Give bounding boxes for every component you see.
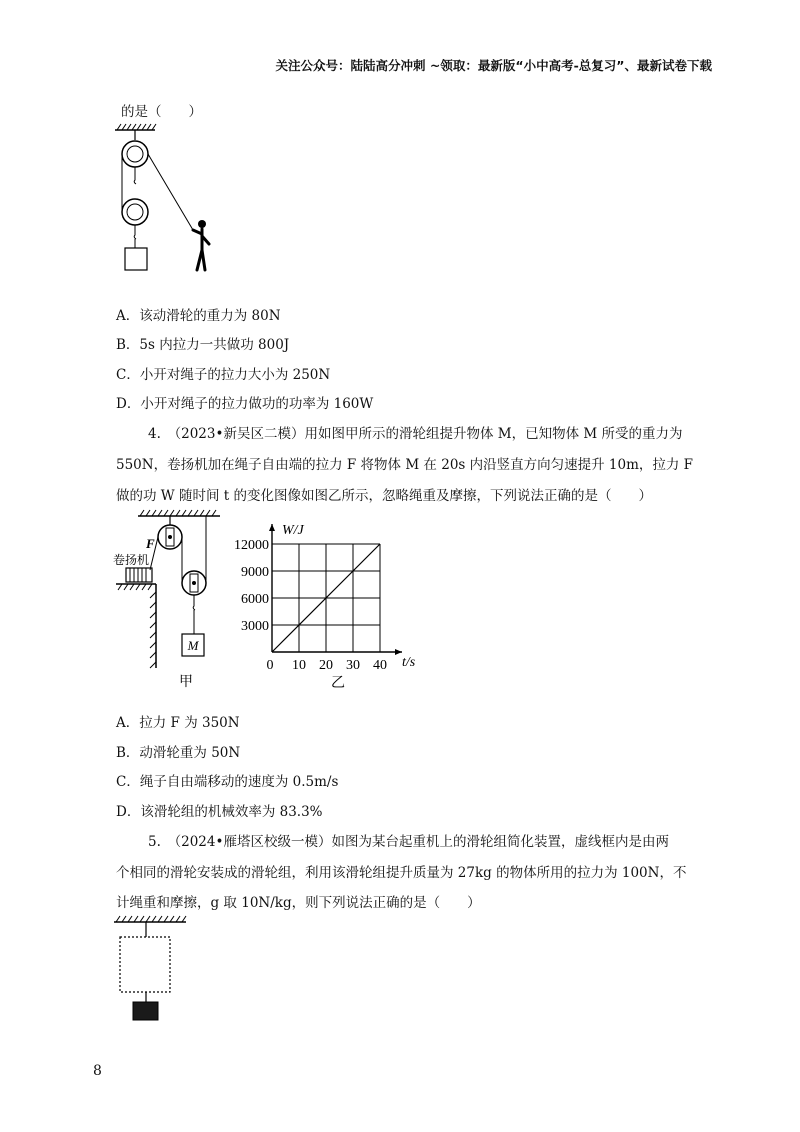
chart-y-tick-label: 9000 (241, 565, 269, 580)
chart-x-tick-label: 10 (292, 658, 306, 673)
chart-y-tick-label: 3000 (241, 619, 269, 634)
page-header: 关注公众号：陆陆高分冲刺 ~领取：最新版“小中高考-总复习”、最新试卷下载 (275, 58, 712, 73)
chart-y-tick-label: 12000 (234, 538, 269, 553)
q5-weight-block (133, 1002, 158, 1020)
q3-question-tail: 的是（ ） (121, 104, 202, 120)
q3-pulley-figure (105, 120, 225, 280)
chart-x-tick-label: 40 (373, 658, 387, 673)
q3-weight-block (125, 248, 147, 270)
chart-y-arrow (269, 524, 275, 531)
q3-movable-pulley (122, 199, 148, 225)
q5-stem-line-2: 个相同的滑轮安装成的滑轮组，利用该滑轮组提升质量为 27kg 的物体所用的拉力为 100N，不 (116, 865, 687, 881)
q5-figure (108, 912, 208, 1027)
chart-y-axis-label: W/J (282, 523, 304, 538)
q5-stem-line-1: 5. （2024•雁塔区校级一模）如图为某台起重机上的滑轮组简化装置，虚线框内是由两 (148, 834, 669, 850)
chart-x-arrow (395, 649, 402, 655)
q3-fixed-pulley (122, 141, 148, 167)
q4-option-a: A．拉力 F 为 350N (116, 715, 240, 731)
q4-option-d: D．该滑轮组的机械效率为 83.3% (116, 804, 323, 820)
chart-x-axis-label: t/s (402, 655, 416, 670)
chart-x-tick-label: 0 (266, 658, 274, 673)
q4-f-label: F (146, 536, 155, 551)
q5-stem-line-3: 计绳重和摩擦，g 取 10N/kg，则下列说法正确的是（ ） (116, 895, 481, 911)
q4-winch-label: 卷扬机 (113, 553, 150, 567)
q3-option-a: A．该动滑轮的重力为 80N (116, 308, 281, 324)
q3-option-b: B．5s 内拉力一共做功 800J (116, 337, 290, 353)
q4-stem-line-1: 4. （2023•新吴区二模）用如图甲所示的滑轮组提升物体 M，已知物体 M 所受的重力为 (148, 426, 683, 442)
q5-dashed-pulley-box (120, 937, 170, 992)
q3-option-c: C．小开对绳子的拉力大小为 250N (116, 367, 331, 383)
page-number: 8 (93, 1063, 102, 1079)
chart-y-tick-label: 6000 (241, 592, 269, 607)
q4-chart-yi (230, 515, 430, 690)
q4-option-b: B．动滑轮重为 50N (116, 745, 241, 761)
q4-m-label: M (187, 638, 199, 653)
q3-option-d: D．小开对绳子的拉力做功的功率为 160W (116, 396, 374, 412)
q4-stem-line-3: 做的功 W 随时间 t 的变化图像如图乙所示，忽略绳重及摩擦，下列说法正确的是（ ） (116, 488, 652, 504)
q4-option-c: C．绳子自由端移动的速度为 0.5m/s (116, 774, 339, 790)
chart-x-tick-label: 20 (319, 658, 333, 673)
q4-caption-jia: 甲 (179, 675, 193, 688)
q4-figure-jia (108, 508, 233, 688)
q4-stem-line-2: 550N，卷扬机加在绳子自由端的拉力 F 将物体 M 在 20s 内沿竖直方向匀速提升 10m，拉力 F (116, 457, 694, 473)
chart-x-tick-label: 30 (346, 658, 360, 673)
q4-caption-yi: 乙 (331, 676, 345, 690)
q3-rope (148, 154, 193, 230)
q3-person (193, 220, 209, 270)
